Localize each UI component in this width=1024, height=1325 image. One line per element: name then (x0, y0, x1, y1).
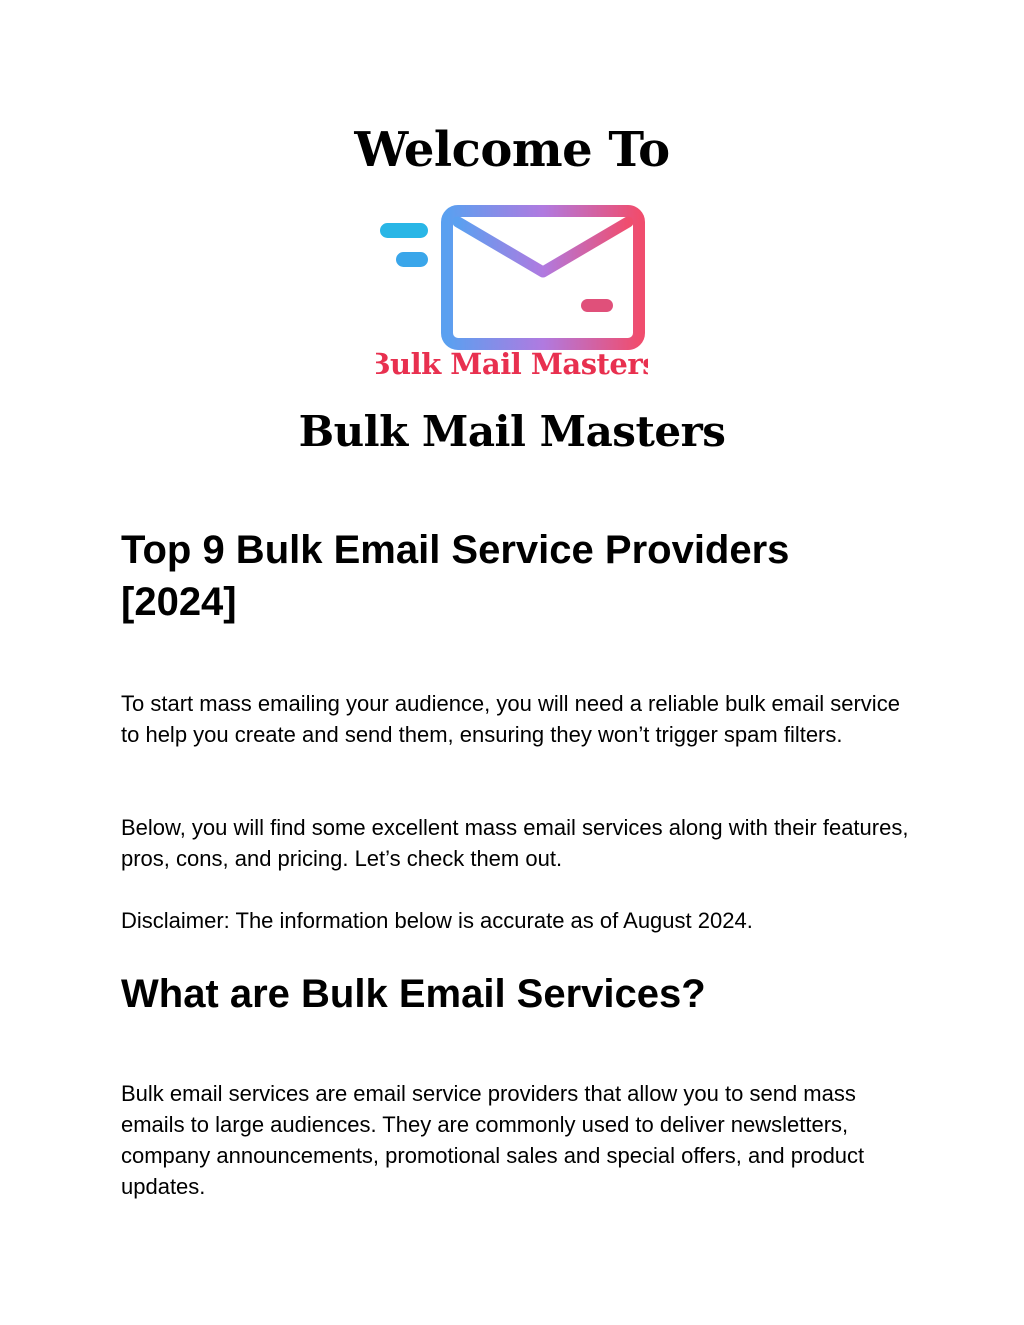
intro-paragraph: To start mass emailing your audience, you will need a reliable bulk email service to help you create and send them, ensuring they won’t trigger spam filters. (121, 691, 900, 747)
brand-heading: Bulk Mail Masters (298, 407, 726, 456)
disclaimer-paragraph: Disclaimer: The information below is accurate as of August 2024. (121, 908, 753, 933)
envelope-flap (458, 222, 628, 272)
article-title: Top 9 Bulk Email Service Providers [2024] (121, 528, 790, 624)
speed-line-top (380, 223, 428, 238)
envelope-logo-icon (376, 200, 648, 380)
envelope-dash (581, 299, 613, 312)
speed-line-bottom (396, 252, 428, 267)
bulk-mail-masters-logo (376, 200, 648, 380)
below-paragraph: Below, you will find some excellent mass email services along with their features, pros, cons, and pricing. Let’s check them out. (121, 815, 909, 871)
section-heading: What are Bulk Email Services? (121, 972, 706, 1016)
welcome-heading: Welcome To (354, 122, 670, 178)
logo-wordmark: Bulk Mail Masters (376, 347, 648, 380)
section-paragraph: Bulk email services are email service providers that allow you to send mass emails to large audiences. They are commonly used to deliver newsletters, company announcements, promotional sales and special offers, and product updates. (121, 1081, 865, 1199)
